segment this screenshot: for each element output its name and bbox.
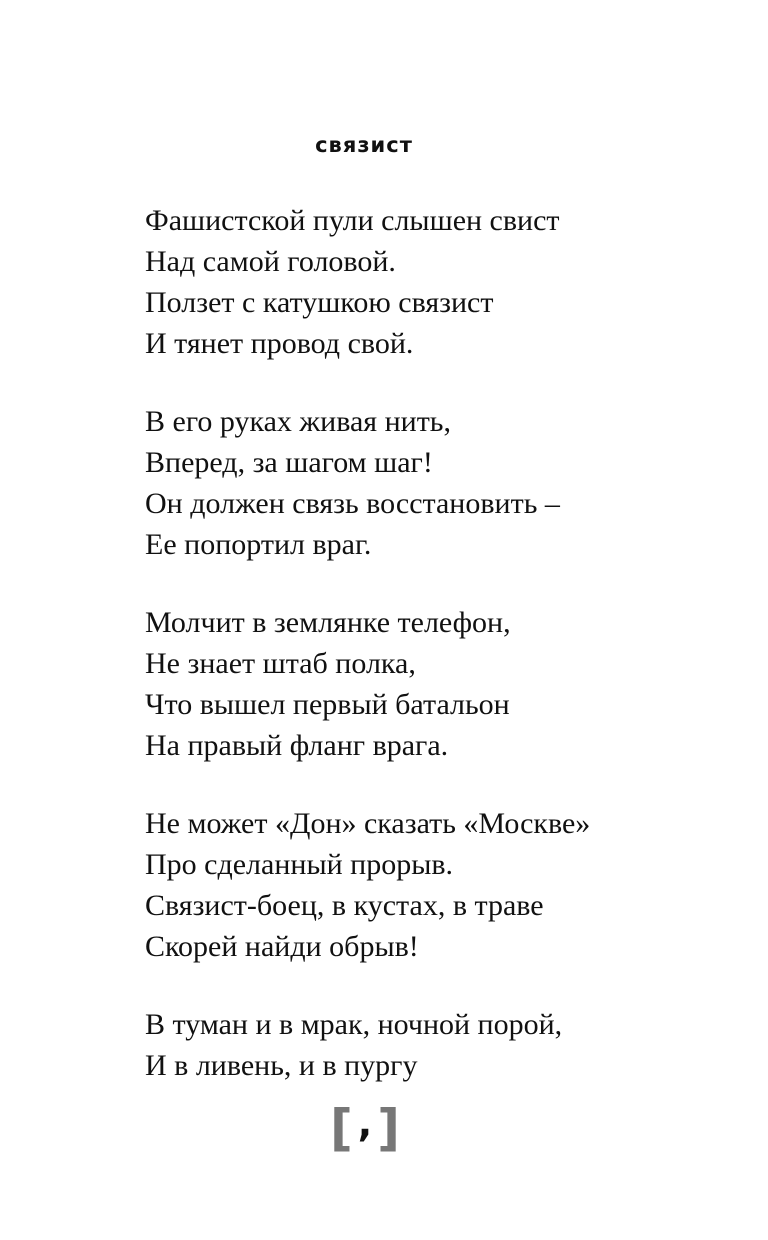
poem-line: Не знает штаб полка,: [145, 647, 416, 680]
poem-line: В его руках живая нить,: [145, 405, 451, 438]
poem-line: Молчит в землянке телефон,: [145, 606, 511, 639]
poem-line: Вперед, за шагом шаг!: [145, 446, 433, 479]
stanza-1: [145, 200, 745, 364]
poem-line: И тянет провод свой.: [145, 327, 414, 360]
poem-line: Не может «Дон» сказать «Москве»: [145, 807, 591, 840]
poem-line: Про сделанный прорыв.: [145, 848, 454, 881]
poem-line: Он должен связь восстановить –: [145, 487, 560, 520]
poem-line: Над самой головой.: [145, 245, 396, 278]
poem-line: И в ливень, и в пургу: [145, 1049, 418, 1082]
stanza-4: [145, 803, 745, 967]
page-number-close-bracket: ]: [377, 1099, 400, 1157]
poem-line: В туман и в мрак, ночной порой,: [145, 1008, 563, 1041]
page-number-open-bracket: [: [330, 1099, 353, 1157]
poem-line: Что вышел первый батальон: [145, 688, 510, 721]
poem-line: Связист-боец, в кустах, в траве: [145, 889, 544, 922]
poem-line: Скорей найди обрыв!: [145, 930, 419, 963]
poem-line: На правый фланг врага.: [145, 729, 449, 762]
poem-line: Ее попортил враг.: [145, 528, 372, 561]
page-number-value: ,: [357, 1101, 373, 1145]
stanza-5: [145, 1004, 745, 1086]
poem-line: Фашистской пули слышен свист: [145, 204, 560, 237]
poem-title: связист: [315, 133, 413, 157]
poem-body: [145, 200, 745, 1123]
page-number: [330, 1100, 400, 1156]
stanza-3: [145, 602, 745, 766]
stanza-2: [145, 401, 745, 565]
poem-line: Ползет с катушкою связист: [145, 286, 494, 319]
